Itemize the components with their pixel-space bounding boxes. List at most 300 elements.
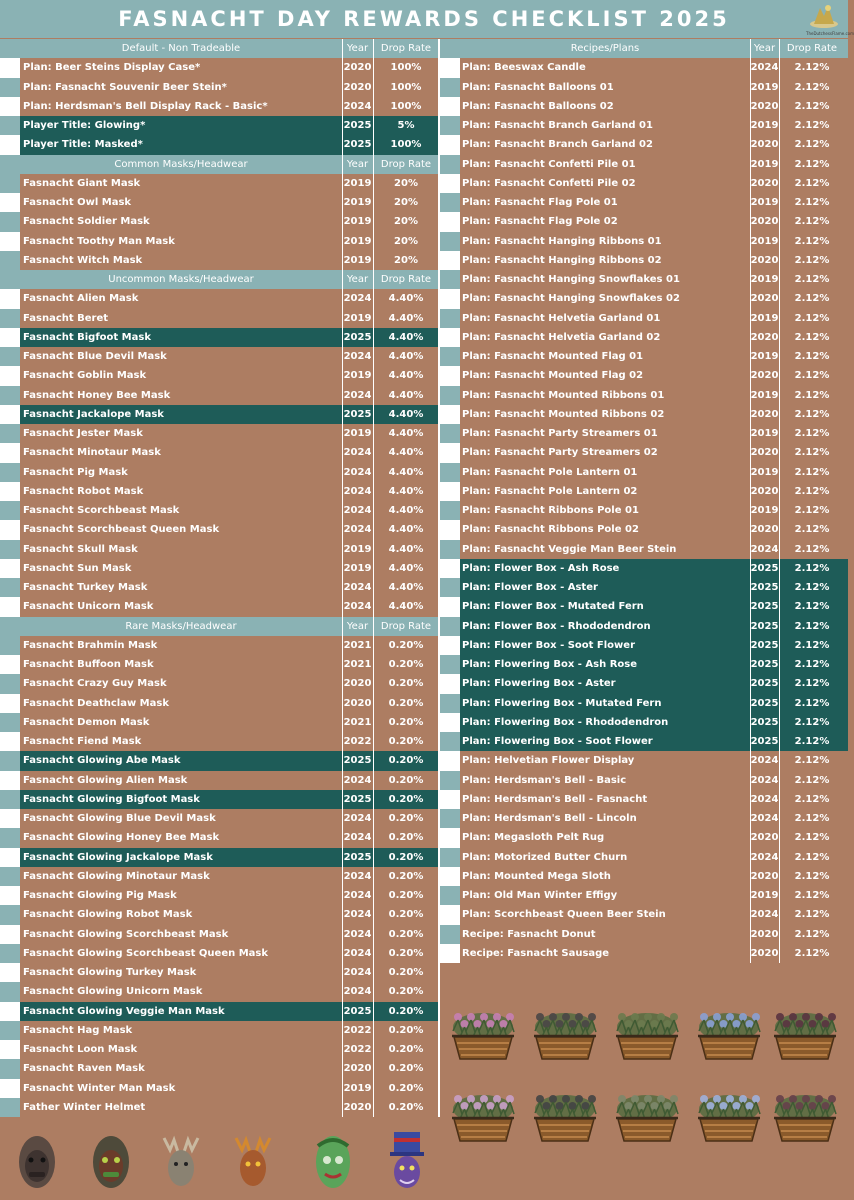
checkbox[interactable] (0, 1079, 20, 1098)
item-drop-rate: 4.40% (388, 389, 424, 401)
item-name: Plan: Flowering Box - Aster (462, 678, 616, 690)
item-drop-rate: 0.20% (388, 736, 424, 747)
item-name: Plan: Flowering Box - Ash Rose (462, 659, 638, 670)
checkbox[interactable] (0, 597, 20, 616)
table-row (0, 655, 440, 674)
table-row (0, 944, 440, 963)
item-year: 2025 (343, 1005, 372, 1017)
item-drop-rate: 2.12% (794, 832, 830, 844)
checkbox[interactable] (440, 886, 460, 905)
checkbox[interactable] (440, 174, 460, 193)
checkbox[interactable] (0, 771, 20, 790)
checkbox-spacer (440, 39, 460, 58)
checkbox[interactable] (0, 655, 20, 674)
checkbox[interactable] (0, 963, 20, 982)
logo-icon (806, 2, 842, 30)
column-divider (373, 674, 374, 693)
table-row (0, 540, 440, 559)
checkbox[interactable] (440, 116, 460, 135)
item-drop-rate: 0.20% (388, 870, 424, 882)
column-divider (342, 867, 343, 886)
checkbox[interactable] (0, 289, 20, 308)
checkbox[interactable] (0, 386, 20, 405)
checkbox[interactable] (440, 251, 460, 270)
checkbox[interactable] (0, 1040, 20, 1059)
section-header-name: Uncommon Masks/Headwear (108, 274, 254, 285)
column-divider (342, 925, 343, 944)
table-row (0, 501, 440, 520)
table-row (440, 482, 848, 501)
item-drop-rate: 0.20% (388, 659, 424, 670)
column-divider (750, 905, 751, 924)
section-header-rate: Drop Rate (380, 43, 432, 54)
column-divider (373, 212, 374, 231)
item-year: 2019 (343, 370, 372, 382)
checkbox[interactable] (0, 905, 20, 924)
column-divider (342, 366, 343, 385)
column-divider (342, 1098, 343, 1117)
section-header (0, 155, 440, 174)
item-name: Plan: Fasnacht Helvetia Garland 01 (462, 312, 661, 324)
column-divider (779, 270, 780, 289)
table-row (0, 848, 440, 867)
column-divider (779, 116, 780, 135)
column-divider (342, 328, 343, 347)
column-divider (373, 386, 374, 405)
table-row (440, 232, 848, 251)
item-drop-rate: 2.12% (794, 716, 830, 728)
item-drop-rate: 2.12% (794, 678, 830, 690)
checkbox[interactable] (440, 674, 460, 693)
checkbox[interactable] (0, 790, 20, 809)
table-row (440, 328, 848, 347)
table-row (440, 925, 848, 944)
column-divider (779, 713, 780, 732)
item-name: Fasnacht Crazy Guy Mask (23, 678, 167, 690)
checkbox[interactable] (0, 212, 20, 231)
table-row (0, 1040, 440, 1059)
item-year: 2024 (343, 909, 372, 921)
item-name: Plan: Fasnacht Branch Garland 02 (462, 139, 653, 151)
item-name: Plan: Fasnacht Ribbons Pole 01 (462, 505, 639, 516)
item-name: Fasnacht Glowing Scorchbeast Mask (23, 928, 229, 940)
table-row (0, 732, 440, 751)
item-name: Fasnacht Glowing Pig Mask (23, 890, 177, 901)
table-row (0, 78, 440, 97)
column-divider (342, 578, 343, 597)
checkbox[interactable] (440, 443, 460, 462)
column-divider (373, 424, 374, 443)
item-year: 2020 (750, 254, 779, 266)
item-drop-rate: 100% (390, 62, 422, 74)
checkbox[interactable] (0, 78, 20, 97)
checkbox[interactable] (0, 848, 20, 867)
column-divider (373, 39, 374, 58)
item-drop-rate: 0.20% (388, 851, 424, 863)
checkbox[interactable] (440, 559, 460, 578)
item-drop-rate: 0.20% (388, 1005, 424, 1017)
section-header-year: Year (346, 274, 369, 285)
column-divider (373, 597, 374, 616)
table-row (440, 944, 848, 963)
section-header-name: Default - Non Tradeable (121, 43, 241, 54)
item-drop-rate: 0.20% (388, 1101, 424, 1113)
column-divider (750, 694, 751, 713)
item-year: 2024 (750, 774, 779, 786)
item-name: Fasnacht Alien Mask (23, 293, 139, 305)
item-name: Plan: Fasnacht Balloons 02 (462, 100, 614, 112)
item-year: 2025 (750, 736, 779, 747)
flowering-box-rhododendron-image (770, 1085, 840, 1145)
item-year: 2019 (750, 312, 779, 324)
checkbox[interactable] (0, 751, 20, 770)
checkbox[interactable] (440, 925, 460, 944)
checkbox[interactable] (440, 540, 460, 559)
column-divider (342, 713, 343, 732)
item-drop-rate: 0.20% (388, 755, 424, 767)
checkbox[interactable] (440, 636, 460, 655)
column-divider (779, 155, 780, 174)
checkbox[interactable] (440, 751, 460, 770)
checkbox[interactable] (440, 309, 460, 328)
column-divider (750, 78, 751, 97)
table-row (0, 309, 440, 328)
item-drop-rate: 2.12% (794, 197, 830, 208)
checkbox[interactable] (0, 867, 20, 886)
item-name: Player Title: Masked* (23, 139, 143, 151)
column-divider (750, 155, 751, 174)
checkbox[interactable] (0, 232, 20, 251)
column-divider (342, 443, 343, 462)
item-name: Plan: Fasnacht Veggie Man Beer Stein (462, 543, 677, 555)
checkbox[interactable] (440, 424, 460, 443)
column-divider (373, 443, 374, 462)
table-row (0, 212, 440, 231)
section-header-year: Year (753, 43, 776, 54)
table-row (440, 135, 848, 154)
item-name: Plan: Beeswax Candle (462, 62, 586, 74)
item-name: Plan: Fasnacht Mounted Ribbons 01 (462, 389, 665, 401)
item-drop-rate: 0.20% (388, 716, 424, 728)
item-name: Plan: Flowering Box - Mutated Fern (462, 697, 662, 709)
checkbox[interactable] (440, 732, 460, 751)
item-name: Fasnacht Winter Man Mask (23, 1082, 176, 1094)
checkbox[interactable] (440, 655, 460, 674)
checkbox[interactable] (0, 366, 20, 385)
checkbox[interactable] (440, 867, 460, 886)
column-divider (779, 790, 780, 809)
item-year: 2025 (343, 755, 372, 767)
table-row (0, 174, 440, 193)
item-drop-rate: 4.40% (388, 447, 424, 459)
item-name: Fasnacht Glowing Abe Mask (23, 755, 181, 767)
item-name: Recipe: Fasnacht Sausage (462, 947, 610, 959)
item-drop-rate: 0.20% (388, 1024, 424, 1036)
flowering-box-mutated-fern-image (612, 1085, 682, 1145)
column-divider (779, 828, 780, 847)
column-divider (750, 135, 751, 154)
item-name: Fasnacht Honey Bee Mask (23, 389, 171, 401)
column-divider (373, 270, 374, 289)
item-drop-rate: 4.40% (388, 505, 424, 516)
item-year: 2025 (343, 851, 372, 863)
checkbox[interactable] (0, 886, 20, 905)
column-divider (373, 925, 374, 944)
table-row (440, 463, 848, 482)
checkbox[interactable] (0, 732, 20, 751)
item-year: 2020 (750, 370, 779, 382)
checkbox[interactable] (440, 193, 460, 212)
flower-box-soot-flower-image (530, 1003, 600, 1063)
column-divider (750, 771, 751, 790)
checkbox[interactable] (440, 232, 460, 251)
item-drop-rate: 2.12% (794, 351, 830, 362)
item-drop-rate: 2.12% (794, 139, 830, 151)
column-divider (779, 251, 780, 270)
item-name: Fasnacht Minotaur Mask (23, 447, 161, 459)
table-row (0, 328, 440, 347)
table-row (0, 905, 440, 924)
checkbox[interactable] (440, 212, 460, 231)
item-name: Plan: Flower Box - Ash Rose (462, 562, 620, 574)
item-year: 2020 (750, 216, 779, 228)
checkbox[interactable] (0, 193, 20, 212)
checkbox[interactable] (440, 78, 460, 97)
item-name: Fasnacht Turkey Mask (23, 582, 148, 593)
checkbox[interactable] (440, 771, 460, 790)
column-divider (342, 1021, 343, 1040)
item-name: Fasnacht Glowing Scorchbeast Queen Mask (23, 947, 269, 959)
table-row (0, 58, 440, 77)
item-year: 2024 (750, 813, 779, 824)
checkbox[interactable] (0, 405, 20, 424)
checkbox[interactable] (0, 540, 20, 559)
item-drop-rate: 0.20% (388, 774, 424, 786)
checkbox[interactable] (0, 347, 20, 366)
column-divider (342, 424, 343, 443)
item-name: Plan: Flower Box - Rhododendron (462, 620, 651, 632)
column-divider (342, 1002, 343, 1021)
checkbox-spacer (0, 270, 20, 289)
checkbox[interactable] (440, 597, 460, 616)
checkbox[interactable] (440, 617, 460, 636)
table-row (440, 386, 848, 405)
item-name: Fasnacht Brahmin Mask (23, 639, 158, 651)
checkbox[interactable] (0, 1059, 20, 1078)
item-name: Fasnacht Buffoon Mask (23, 659, 154, 670)
column-divider (342, 886, 343, 905)
item-drop-rate: 4.40% (388, 485, 424, 497)
item-year: 2019 (750, 81, 779, 93)
checkbox[interactable] (0, 328, 20, 347)
checkbox[interactable] (440, 790, 460, 809)
item-name: Plan: Mounted Mega Sloth (462, 870, 611, 882)
item-year: 2022 (343, 1024, 372, 1036)
checkbox[interactable] (0, 463, 20, 482)
table-row (440, 617, 848, 636)
item-year: 2024 (343, 928, 372, 940)
checkbox[interactable] (0, 944, 20, 963)
column-divider (342, 309, 343, 328)
column-divider (779, 617, 780, 636)
column-divider (750, 289, 751, 308)
checkbox[interactable] (440, 97, 460, 116)
item-drop-rate: 20% (394, 254, 418, 266)
checkbox[interactable] (440, 828, 460, 847)
item-year: 2019 (750, 197, 779, 208)
checkbox[interactable] (440, 155, 460, 174)
item-name: Plan: Fasnacht Hanging Ribbons 01 (462, 235, 662, 247)
checkbox[interactable] (0, 636, 20, 655)
item-drop-rate: 2.12% (794, 505, 830, 516)
checkbox[interactable] (440, 366, 460, 385)
item-name: Plan: Old Man Winter Effigy (462, 890, 618, 901)
column-divider (750, 636, 751, 655)
checkbox[interactable] (0, 520, 20, 539)
checkbox[interactable] (440, 944, 460, 963)
checkbox[interactable] (0, 1021, 20, 1040)
checkbox[interactable] (0, 501, 20, 520)
checkbox[interactable] (440, 713, 460, 732)
item-drop-rate: 2.12% (794, 312, 830, 324)
checkbox[interactable] (0, 694, 20, 713)
checkbox[interactable] (440, 463, 460, 482)
checkbox[interactable] (0, 1002, 20, 1021)
checkbox[interactable] (0, 982, 20, 1001)
checkbox[interactable] (440, 694, 460, 713)
column-divider (342, 905, 343, 924)
checkbox[interactable] (0, 1098, 20, 1117)
table-row (440, 790, 848, 809)
table-row (440, 212, 848, 231)
checkbox[interactable] (0, 482, 20, 501)
column-divider (750, 751, 751, 770)
checkbox[interactable] (440, 135, 460, 154)
column-divider (750, 463, 751, 482)
column-divider (750, 732, 751, 751)
column-divider (373, 809, 374, 828)
checkbox[interactable] (440, 482, 460, 501)
column-divider (373, 405, 374, 424)
column-divider (373, 328, 374, 347)
column-divider (779, 694, 780, 713)
checkbox[interactable] (0, 713, 20, 732)
section-header-rate: Drop Rate (380, 620, 432, 632)
checkbox[interactable] (440, 809, 460, 828)
checkbox[interactable] (0, 251, 20, 270)
item-drop-rate: 0.20% (388, 639, 424, 651)
checkbox[interactable] (440, 848, 460, 867)
item-name: Fasnacht Glowing Blue Devil Mask (23, 813, 216, 824)
item-year: 2025 (750, 678, 779, 690)
checkbox[interactable] (0, 309, 20, 328)
checkbox[interactable] (440, 347, 460, 366)
column-divider (779, 463, 780, 482)
section-header-rate: Drop Rate (786, 43, 838, 54)
column-divider (779, 732, 780, 751)
checkbox-spacer (0, 155, 20, 174)
table-row (440, 424, 848, 443)
item-drop-rate: 0.20% (388, 890, 424, 901)
item-drop-rate: 2.12% (794, 293, 830, 305)
table-row (0, 790, 440, 809)
checkbox[interactable] (0, 116, 20, 135)
item-drop-rate: 0.20% (388, 697, 424, 709)
checkbox[interactable] (440, 328, 460, 347)
checkbox[interactable] (0, 174, 20, 193)
item-name: Fasnacht Witch Mask (23, 254, 143, 266)
checkbox[interactable] (0, 58, 20, 77)
checkbox[interactable] (440, 58, 460, 77)
checkbox[interactable] (0, 443, 20, 462)
checkbox[interactable] (440, 289, 460, 308)
column-divider (342, 771, 343, 790)
section-header-name: Common Masks/Headwear (114, 158, 248, 170)
item-name: Fasnacht Beret (23, 312, 109, 324)
checkbox[interactable] (440, 905, 460, 924)
item-drop-rate: 2.12% (794, 216, 830, 228)
checkbox[interactable] (0, 559, 20, 578)
column-divider (373, 790, 374, 809)
checkbox[interactable] (0, 135, 20, 154)
item-name: Fasnacht Glowing Bigfoot Mask (23, 793, 200, 805)
checkbox[interactable] (0, 809, 20, 828)
column-divider (373, 309, 374, 328)
checkbox[interactable] (440, 386, 460, 405)
checkbox[interactable] (440, 270, 460, 289)
item-drop-rate: 2.12% (794, 62, 830, 74)
item-year: 2020 (343, 678, 372, 690)
item-year: 2024 (750, 851, 779, 863)
table-row (0, 963, 440, 982)
checkbox[interactable] (0, 578, 20, 597)
item-year: 2020 (343, 62, 372, 74)
column-divider (342, 289, 343, 308)
item-name: Player Title: Glowing* (23, 120, 146, 131)
checkbox[interactable] (0, 424, 20, 443)
checkbox[interactable] (440, 578, 460, 597)
column-divider (750, 58, 751, 77)
column-divider (373, 135, 374, 154)
item-year: 2025 (750, 697, 779, 709)
item-year: 2025 (750, 639, 779, 651)
item-name: Plan: Flowering Box - Rhododendron (462, 716, 669, 728)
item-year: 2019 (750, 235, 779, 247)
item-name: Fasnacht Giant Mask (23, 177, 141, 189)
checkbox[interactable] (0, 925, 20, 944)
column-divider (750, 328, 751, 347)
bigfoot-mask-image (14, 1130, 60, 1192)
item-name: Fasnacht Scorchbeast Queen Mask (23, 524, 220, 536)
item-drop-rate: 4.40% (388, 428, 424, 439)
checkbox[interactable] (440, 405, 460, 424)
item-name: Fasnacht Unicorn Mask (23, 601, 154, 613)
checkbox[interactable] (440, 520, 460, 539)
checkbox[interactable] (0, 828, 20, 847)
item-drop-rate: 2.12% (794, 370, 830, 382)
flower-box-gallery (440, 985, 848, 1185)
item-drop-rate: 2.12% (794, 158, 830, 170)
item-drop-rate: 4.40% (388, 543, 424, 555)
checkbox[interactable] (440, 501, 460, 520)
glowing-veggie-man-mask-image (310, 1130, 356, 1192)
column-edge (438, 963, 440, 982)
item-name: Plan: Fasnacht Mounted Ribbons 02 (462, 408, 665, 420)
checkbox[interactable] (0, 97, 20, 116)
table-row (440, 578, 848, 597)
checkbox[interactable] (0, 674, 20, 693)
section-header-name: Rare Masks/Headwear (125, 620, 237, 632)
